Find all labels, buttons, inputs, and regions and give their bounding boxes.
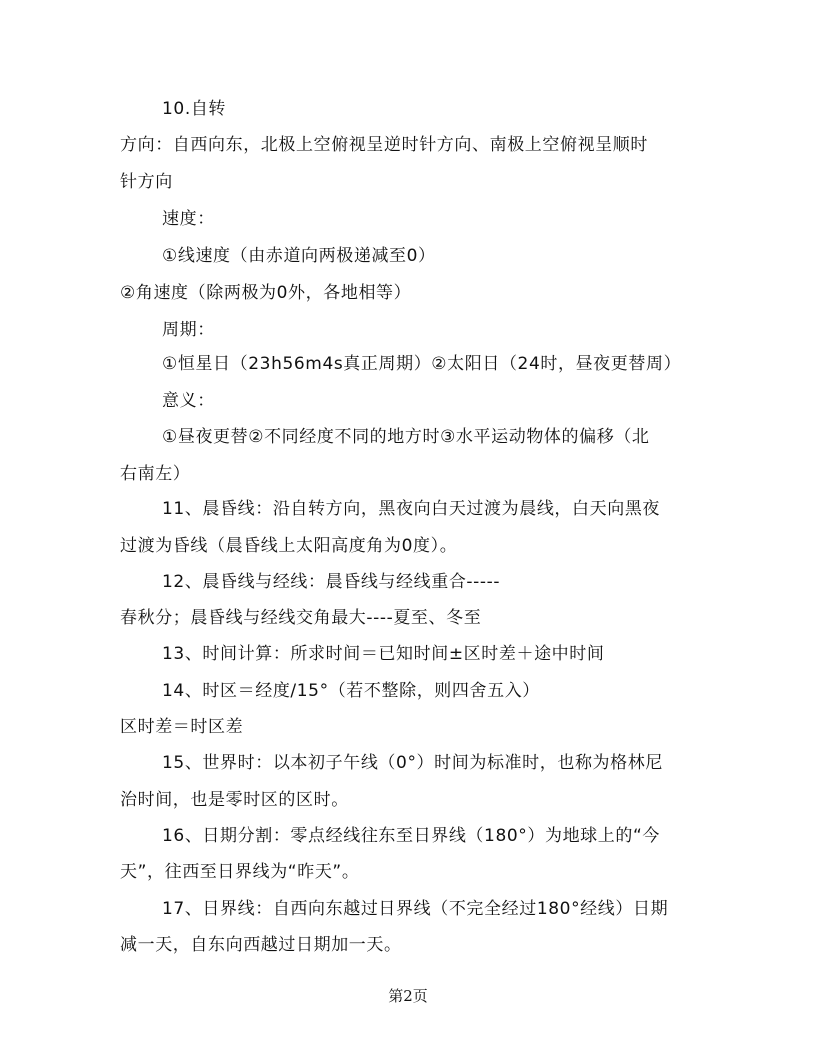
- paragraph-line: ①昼夜更替②不同经度不同的地方时③水平运动物体的偏移（北: [162, 427, 650, 447]
- subheading-period: 周期：: [162, 320, 215, 340]
- paragraph-line: ①线速度（由赤道向两极递减至0）: [162, 246, 436, 266]
- paragraph-line: 减一天，自东向西越过日期加一天。: [120, 935, 402, 955]
- page-number: 第2页: [388, 987, 428, 1005]
- item-13: 13、时间计算：所求时间＝已知时间±区时差＋途中时间: [162, 644, 605, 664]
- paragraph-line: 治时间，也是零时区的区时。: [120, 790, 349, 810]
- paragraph-line: ①恒星日（23h56m4s真正周期）②太阳日（24时，昼夜更替周）: [162, 354, 682, 374]
- heading-rotation: 10.自转: [162, 99, 227, 119]
- paragraph-line: 过渡为昏线（晨昏线上太阳高度角为0度）。: [120, 536, 458, 556]
- paragraph-line: 区时差＝时区差: [120, 717, 244, 737]
- item-11: 11、晨昏线：沿自转方向，黑夜向白天过渡为晨线，白天向黑夜: [162, 499, 661, 519]
- paragraph-line: 右南左）: [120, 464, 191, 484]
- subheading-significance: 意义：: [162, 391, 215, 411]
- item-17: 17、日界线：自西向东越过日界线（不完全经过180°经线）日期: [162, 899, 669, 919]
- paragraph-line: 春秋分；晨昏线与经线交角最大----夏至、冬至: [120, 608, 482, 628]
- item-16: 16、日期分割：零点经线往东至日界线（180°）为地球上的“今: [162, 826, 660, 846]
- paragraph-line: 针方向: [120, 172, 173, 192]
- paragraph-line: ②角速度（除两极为0外，各地相等）: [120, 283, 412, 303]
- item-12: 12、晨昏线与经线：晨昏线与经线重合-----: [162, 572, 501, 592]
- paragraph-line: 方向：自西向东，北极上空俯视呈逆时针方向、南极上空俯视呈顺时: [120, 135, 648, 155]
- item-14: 14、时区＝经度/15°（若不整除，则四舍五入）: [162, 681, 540, 701]
- paragraph-line: 天”，往西至日界线为“昨天”。: [120, 862, 360, 882]
- subheading-speed: 速度：: [162, 209, 215, 229]
- item-15: 15、世界时：以本初子午线（0°）时间为标准时，也称为格林尼: [162, 753, 663, 773]
